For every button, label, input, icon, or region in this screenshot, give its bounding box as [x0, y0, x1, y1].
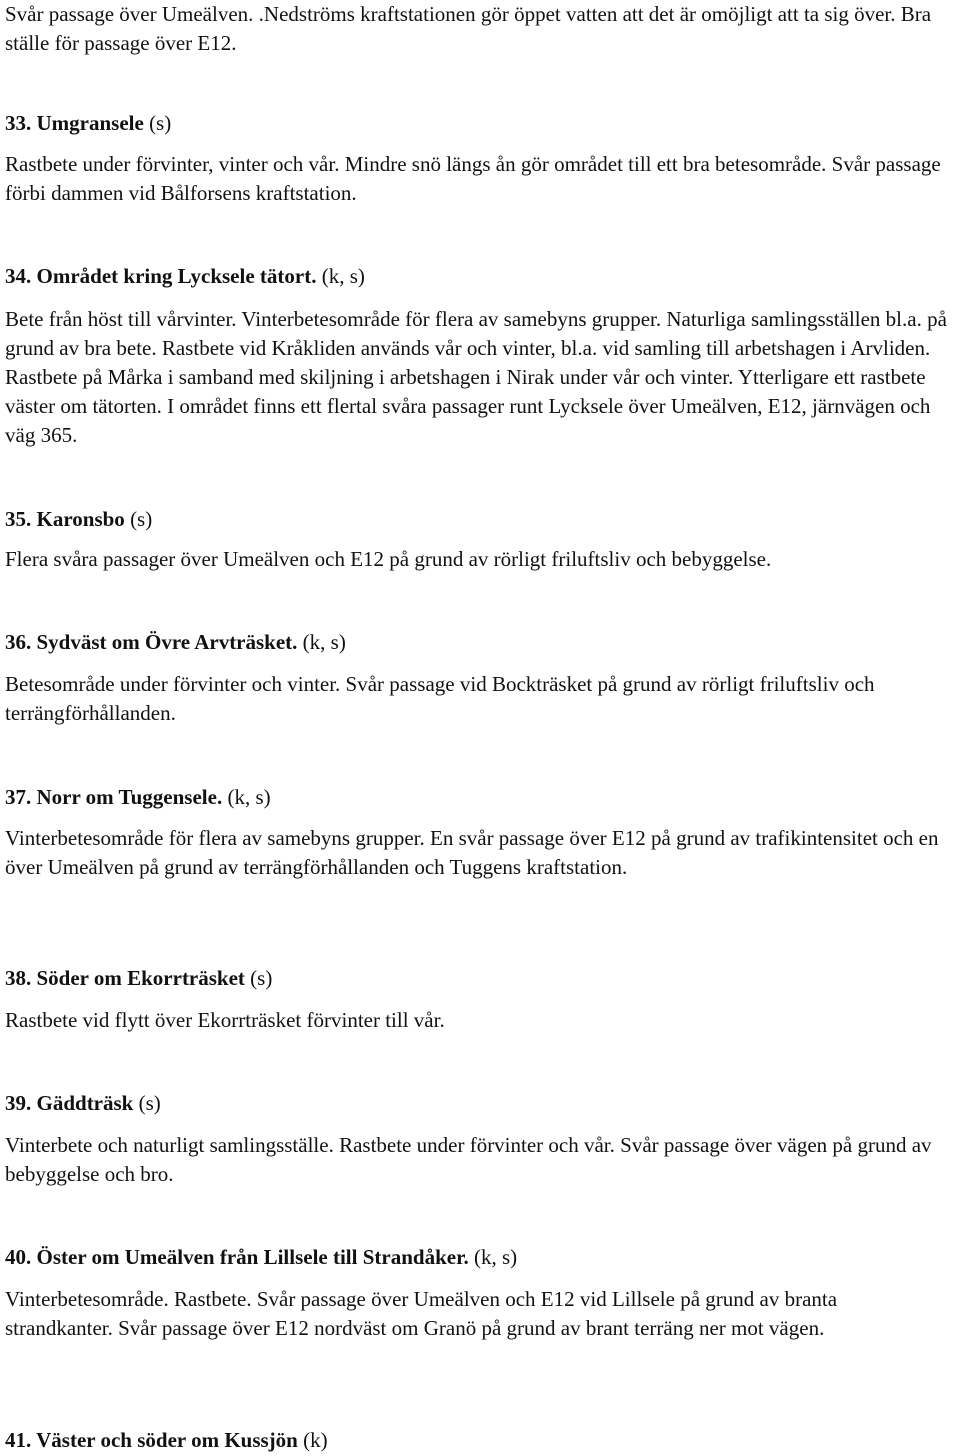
section-heading-40: [5, 1243, 950, 1272]
intro-paragraph: Svår passage över Umeälven. .Nedströms kraftstationen gör öppet vatten att det är omöjligt att ta sig över. Bra ställe för passage över E12.: [5, 2, 932, 55]
section-title: Gäddträsk: [36, 1091, 134, 1115]
section-number: 34.: [5, 264, 32, 288]
section-body-36: Betesområde under förvinter och vinter. Svår passage vid Bockträsket på grund av rörligt friluftsliv och terrängförhållanden.: [5, 672, 875, 725]
section-title: Karonsbo: [36, 507, 125, 531]
section-heading-39: [5, 1089, 950, 1118]
section-number: 35.: [5, 507, 32, 531]
section-tag: (s): [138, 1091, 161, 1115]
section-number: 38.: [5, 966, 32, 990]
section-tag: (k): [303, 1428, 328, 1452]
section-title: Umgransele: [36, 111, 144, 135]
section-body-40: Vinterbetesområde. Rastbete. Svår passage över Umeälven och E12 vid Lillsele på grund av branta strandkanter. Svår passage över E12 nordväst om Granö på grund av brant terräng ner mot vägen.: [5, 1287, 838, 1340]
section-tag: (s): [130, 507, 153, 531]
section-heading-36: [5, 628, 950, 657]
section-tag: (k, s): [302, 630, 346, 654]
section-tag: (k, s): [473, 1245, 518, 1269]
section-body-34: Bete från höst till vårvinter. Vinterbetesområde för flera av samebyns grupper. Naturliga samlingsställen bl.a. på grund av bra bete. Rastbete vid Kråkliden används vår och vinter, bl.a. vid samling till arbetshagen i Arvliden. Rastbete på Mårka i samband med skiljning i arbetshagen i Nirak under vår och vinter. Ytterligare ett rastbete väster om tätorten. I området finns ett flertal svåra passager runt Lycksele över Umeälven, E12, järnvägen och väg 365.: [5, 307, 947, 447]
section-title: Öster om Umeälven från Lillsele till Strandåker.: [36, 1245, 469, 1269]
section-title: Väster och söder om Kussjön: [36, 1428, 298, 1452]
section-heading-34: [5, 262, 950, 291]
section-body-39: Vinterbete och naturligt samlingsställe. Rastbete under förvinter och vår. Svår passage över vägen på grund av bebyggelse och bro.: [5, 1133, 932, 1186]
section-heading-35: [5, 505, 950, 534]
section-tag: (s): [149, 111, 172, 135]
section-body-35: Flera svåra passager över Umeälven och E12 på grund av rörligt friluftsliv och bebyggelse.: [5, 547, 772, 571]
section-number: 41.: [5, 1428, 32, 1452]
section-heading-33: [5, 109, 950, 138]
section-number: 40.: [5, 1245, 32, 1269]
section-title: Sydväst om Övre Arvträsket.: [36, 630, 298, 654]
section-title: Området kring Lycksele tätort.: [36, 264, 317, 288]
section-tag: (k, s): [227, 785, 271, 809]
section-heading-38: [5, 964, 950, 993]
section-heading-37: [5, 783, 950, 812]
section-number: 33.: [5, 111, 32, 135]
section-number: 36.: [5, 630, 32, 654]
section-number: 37.: [5, 785, 32, 809]
section-heading-41: [5, 1426, 950, 1455]
section-title: Söder om Ekorrträsket: [36, 966, 245, 990]
section-title: Norr om Tuggensele.: [36, 785, 223, 809]
section-number: 39.: [5, 1091, 32, 1115]
section-body-37: Vinterbetesområde för flera av samebyns grupper. En svår passage över E12 på grund av trafikintensitet och en över Umeälven på grund av terrängförhållanden och Tuggens kraftstation.: [5, 826, 939, 879]
section-tag: (s): [250, 966, 273, 990]
section-body-33: Rastbete under förvinter, vinter och vår. Mindre snö längs ån gör området till ett bra betesområde. Svår passage förbi dammen vid Bålforsens kraftstation.: [5, 152, 941, 205]
section-tag: (k, s): [321, 264, 365, 288]
section-body-38: Rastbete vid flytt över Ekorrträsket förvinter till vår.: [5, 1008, 445, 1032]
